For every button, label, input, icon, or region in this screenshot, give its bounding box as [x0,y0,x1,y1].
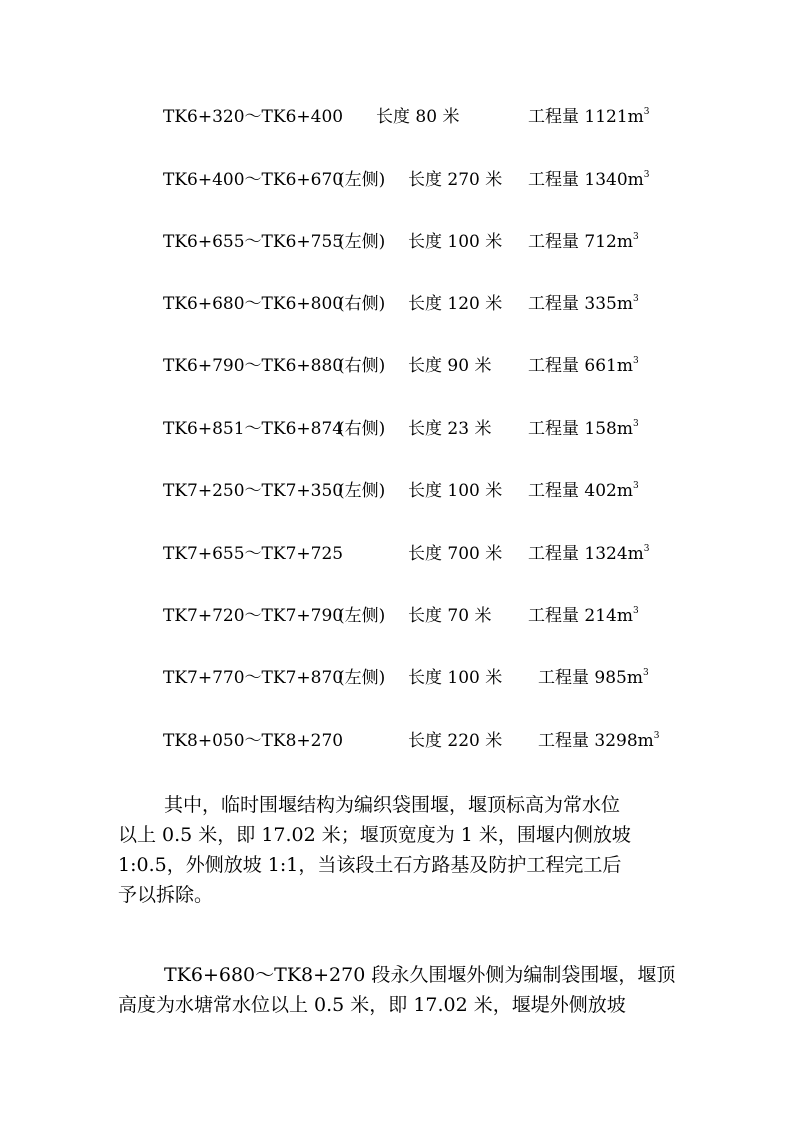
paragraph-line: 以上 0.5 米，即 17.02 米；堰顶宽度为 1 米，围堰内侧放坡 [118,824,631,846]
section-length: 长度 700 米 [408,544,503,564]
section-range: TK7+720～TK7+790 [163,606,344,626]
paragraph-line: 其中，临时围堰结构为编织袋围堰，堰顶标高为常水位 [164,794,621,816]
section-range: TK6+655～TK6+755 [163,232,344,252]
section-side: (左侧) [338,668,386,688]
section-range: TK6+320～TK6+400 [163,107,344,127]
section-range: TK7+250～TK7+350 [163,481,344,501]
section-quantity: 工程量 $985m^3$ [538,668,649,688]
section-range: TK8+050～TK8+270 [163,731,344,751]
section-range: TK7+770～TK7+870 [163,668,344,688]
section-side: (左侧) [338,170,386,190]
section-quantity: 工程量 $158m^3$ [528,419,639,439]
section-length: 长度 90 米 [408,356,492,376]
section-range: TK6+680～TK6+800 [163,294,344,314]
section-range: TK7+655～TK7+725 [163,544,344,564]
paragraph-line: 1:0.5，外侧放坡 1:1，当该段土石方路基及防护工程完工后 [118,854,622,876]
section-range: TK6+790～TK6+880 [163,356,344,376]
section-range: TK6+851～TK6+874 [163,419,344,439]
section-side: (右侧) [338,419,386,439]
paragraph-line: 高度为水塘常水位以上 0.5 米，即 17.02 米，堰堤外侧放坡 [118,994,626,1016]
section-quantity: 工程量 $402m^3$ [528,481,639,501]
section-quantity: 工程量 $1340m^3$ [528,170,650,190]
section-quantity: 工程量 $214m^3$ [528,606,639,626]
section-quantity: 工程量 $1324m^3$ [528,544,650,564]
section-side: (左侧) [338,481,386,501]
section-length: 长度 80 米 [376,107,460,127]
section-length: 长度 100 米 [408,668,503,688]
paragraph-temporary-cofferdam [118,790,678,910]
section-length: 长度 23 米 [408,419,492,439]
section-side: (左侧) [338,232,386,252]
section-length: 长度 220 米 [408,731,503,751]
section-length: 长度 100 米 [408,232,503,252]
paragraph-permanent-cofferdam [118,960,678,1020]
section-length: 长度 270 米 [408,170,503,190]
section-length: 长度 120 米 [408,294,503,314]
section-quantity: 工程量 $335m^3$ [528,294,639,314]
section-length: 长度 100 米 [408,481,503,501]
section-range: TK6+400～TK6+670 [163,170,344,190]
section-quantity: 工程量 $712m^3$ [528,232,639,252]
section-side: (右侧) [338,356,386,376]
section-quantity: 工程量 $3298m^3$ [538,731,660,751]
paragraph-line: 予以拆除。 [118,884,214,906]
paragraph-line: TK6+680～TK8+270 段永久围堰外侧为编制袋围堰，堰顶 [164,964,676,986]
section-side: (左侧) [338,606,386,626]
section-side: (右侧) [338,294,386,314]
section-quantity: 工程量 $1121m^3$ [528,107,650,127]
section-quantity: 工程量 $661m^3$ [528,356,639,376]
section-length: 长度 70 米 [408,606,492,626]
